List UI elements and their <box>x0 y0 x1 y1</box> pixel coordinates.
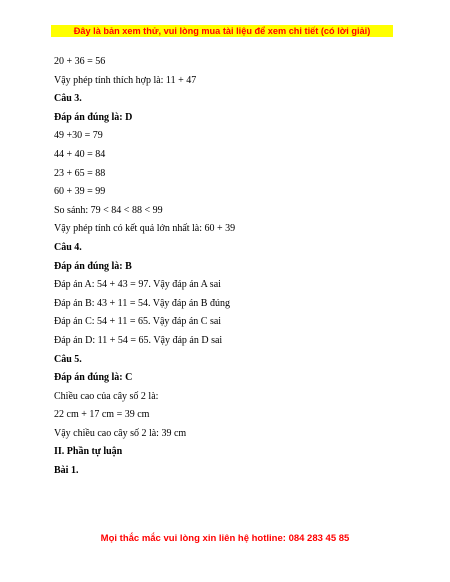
text-line: Vậy phép tính có kết quả lớn nhất là: 60 + 39 <box>54 223 236 235</box>
text-line: 44 + 40 = 84 <box>54 148 106 160</box>
text-line: Đáp án A: 54 + 43 = 97. Vậy đáp án A sai <box>54 279 221 291</box>
section-heading: Bài 1. <box>54 465 79 477</box>
hotline-footer: Mọi thắc mắc vui lòng xin liên hệ hotline: 084 283 45 85 <box>100 533 350 544</box>
text-line: 20 + 36 = 56 <box>54 56 106 67</box>
text-line: Đáp án B: 43 + 11 = 54. Vậy đáp án B đúng <box>54 297 230 309</box>
text-line: Chiều cao của cây số 2 là: <box>54 390 159 402</box>
text-line: Vậy chiều cao cây số 2 là: 39 cm <box>54 427 187 439</box>
text-line: Đáp án D: 11 + 54 = 65. Vậy đáp án D sai <box>54 334 223 346</box>
text-line: Đáp án C: 54 + 11 = 65. Vậy đáp án C sai <box>54 316 222 328</box>
section-heading: Câu 3. <box>54 93 82 105</box>
text-line: 22 cm + 17 cm = 39 cm <box>54 409 150 421</box>
text-line: 49 +30 = 79 <box>54 130 103 142</box>
section-heading: Đáp án đúng là: C <box>54 372 133 384</box>
text-line: 60 + 39 = 99 <box>54 186 106 198</box>
section-heading: II. Phần tự luận <box>54 446 123 458</box>
text-line: 23 + 65 = 88 <box>54 167 106 179</box>
section-heading: Câu 4. <box>54 241 82 253</box>
section-heading: Đáp án đúng là: D <box>54 111 133 123</box>
text-line: Vậy phép tính thích hợp là: 11 + 47 <box>54 74 197 86</box>
preview-banner-text: Đây là bản xem thử, vui lòng mua tài liệu để xem chi tiết (có lời giải) <box>73 26 371 36</box>
document-body <box>54 53 414 481</box>
section-heading: Đáp án đúng là: B <box>54 260 132 272</box>
section-heading: Câu 5. <box>54 353 82 365</box>
text-line: So sánh: 79 < 84 < 88 < 99 <box>54 204 163 216</box>
